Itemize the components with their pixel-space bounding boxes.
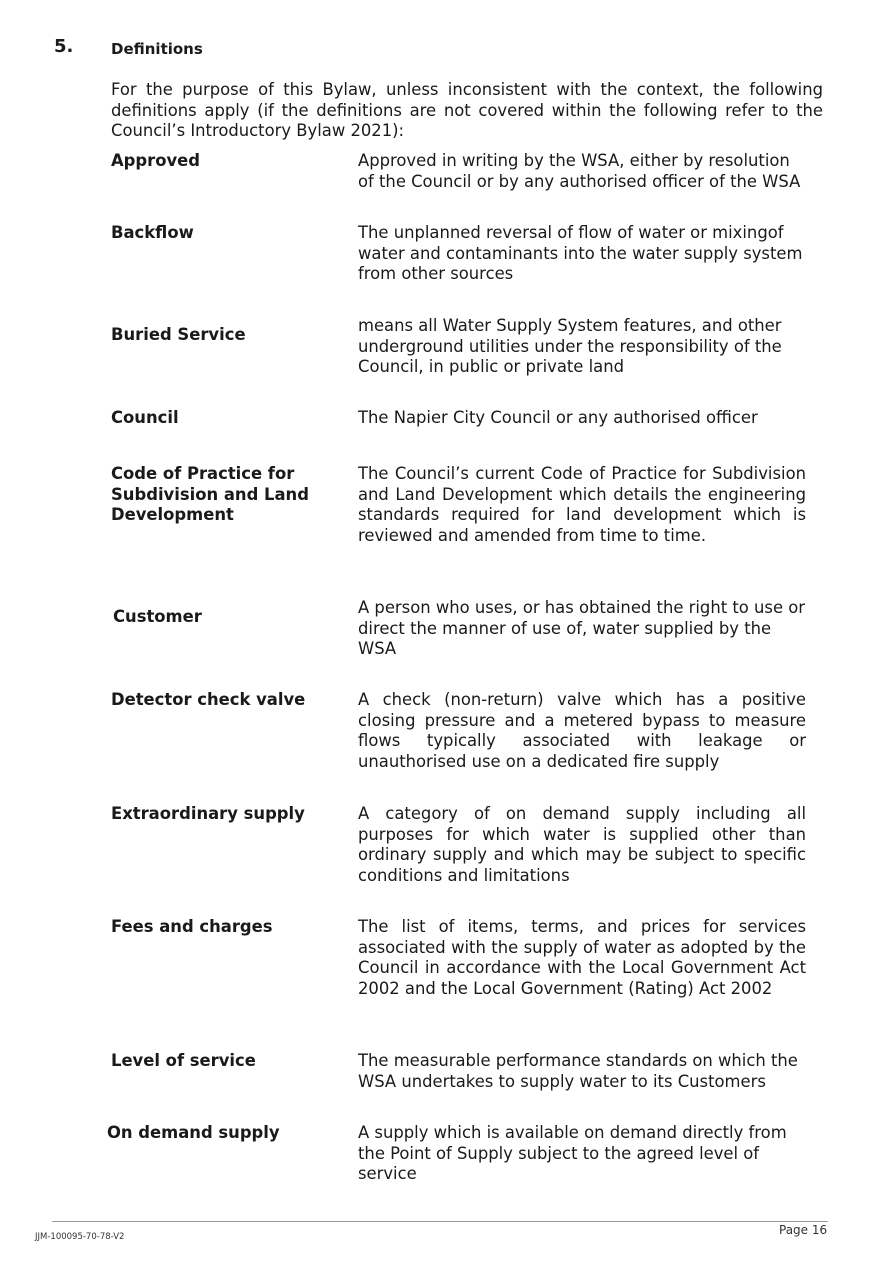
definition-extraordinary-supply: A category of on demand supply including all purposes for which water is supplied other than ordinary supply and which may be subject to specific conditions and limitations [358,804,806,886]
term-extraordinary-supply: Extraordinary supply [111,804,305,823]
term-council: Council [111,408,179,427]
section-title: Definitions [111,40,203,58]
definition-code-of-practice: The Council’s current Code of Practice for Subdivision and Land Development which details the engineering standards required for land development which is reviewed and amended from time to time. [358,464,806,546]
definition-customer: A person who uses, or has obtained the right to use or direct the manner of use of, water supplied by the WSA [358,598,806,659]
definition-approved: Approved in writing by the WSA, either by resolution of the Council or by any authorised officer of the WSA [358,151,801,191]
document-reference: JJM-100095-70-78-V2 [35,1232,125,1242]
definition-on-demand-supply: A supply which is available on demand directly from the Point of Supply subject to the agreed level of service [358,1123,787,1184]
term-customer: Customer [113,607,202,626]
term-code-of-practice: Code of Practice for Subdivision and Land Development [111,464,309,525]
intro-paragraph: For the purpose of this Bylaw, unless inconsistent with the context, the following definitions apply (if the definitions are not covered within the following refer to the Council’s Introductory Bylaw 2021): [111,80,823,141]
footer-divider [52,1221,828,1222]
definition-backflow: The unplanned reversal of flow of water or mixingof water and contaminants into the water supply system from other sources [358,223,803,284]
definition-fees-and-charges: The list of items, terms, and prices for services associated with the supply of water as adopted by the Council in accordance with the Local Government Act 2002 and the Local Government (Rating) Act 2002 [358,917,806,999]
section-number: 5. [54,36,74,57]
term-buried-service: Buried Service [111,325,246,344]
definition-council: The Napier City Council or any authorised officer [358,408,758,427]
term-on-demand-supply: On demand supply [107,1123,280,1142]
term-approved: Approved [111,151,201,170]
definition-detector-check-valve: A check (non-return) valve which has a positive closing pressure and a metered bypass to measure flows typically associated with leakage or unauthorised use on a dedicated fire supply [358,690,806,772]
definition-buried-service: means all Water Supply System features, and other underground utilities under the responsibility of the Council, in public or private land [358,316,782,377]
term-backflow: Backflow [111,223,194,242]
term-level-of-service: Level of service [111,1051,256,1070]
definition-level-of-service: The measurable performance standards on which the WSA undertakes to supply water to its Customers [358,1051,798,1091]
term-fees-and-charges: Fees and charges [111,917,273,936]
page-number: Page 16 [779,1223,828,1237]
term-detector-check-valve: Detector check valve [111,690,306,709]
